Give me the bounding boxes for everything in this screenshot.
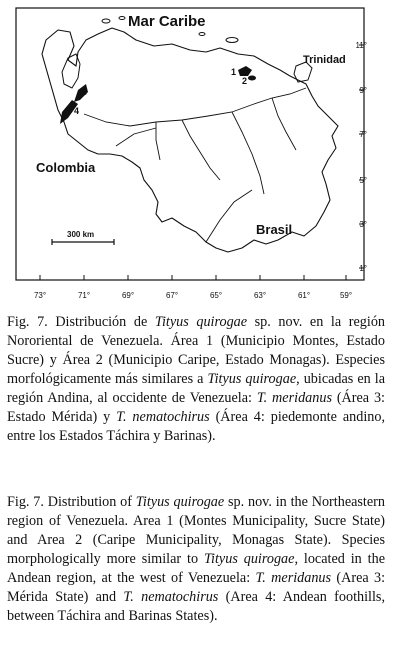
caption-en-species: Tityus quirogae [135,494,225,510]
caption-es-text-1: Fig. 7. Distribución de [7,314,155,330]
venezuela-border [42,28,338,252]
lat-tick-3: 3° [359,220,367,229]
area-1-marker [238,66,252,76]
brasil-label: Brasil [256,222,293,237]
trinidad-label: Trinidad [303,54,346,66]
caption-en-species-2: Tityus quirogae [203,551,295,567]
caption-en-text-5: (Area 4: Andean foothills, between Táchira and Barinas States). [7,589,386,624]
area-2-marker [248,76,256,81]
area-4-label: 4 [74,106,80,116]
lon-tick-67: 67° [165,291,179,300]
scale-bar [52,239,114,245]
caption-es-text-2: sp. nov. en la región Nororiental de Venezuela. Área 1 (Municipio Montes, Estado Sucre) y Área 2 (Municipio Caripe, Estado Monagas). Especies morfológicamente más similares a [7,314,386,387]
scale-bar-label: 300 km [67,230,95,239]
map-frame [16,8,364,280]
caption-en-text-2: sp. nov. in the Northeastern region of Venezuela. Area 1 (Montes Municipality, Sucre State) and Area 2 (Caripe Municipality, Monagas State). Species morphologically more similar to [7,494,385,567]
caption-en-species-nematochirus: T. nematochirus [123,589,219,605]
lon-tick-73: 73° [33,291,47,300]
caption-en-species-meridanus: T. meridanus [255,570,332,586]
caption-es-text-4: (Área 3: Estado Mérida) y [7,390,385,425]
map-canvas [6,4,368,304]
caption-spanish [7,313,385,446]
caption-en-text-1: Fig. 7. Distribution of [7,494,136,510]
caption-es-species-2: Tityus quirogae [207,371,297,387]
lat-tick-9: 9° [359,86,367,95]
lon-tick-71: 71° [77,291,91,300]
lon-tick-63: 63° [253,291,267,300]
lon-tick-61: 61° [297,291,311,300]
area-2-label: 2 [242,76,248,86]
lat-tick-7: 7° [359,130,367,139]
caption-es-text-5: (Área 4: piedemonte andino, entre los Estados Táchira y Barinas). [7,409,385,444]
latitude-ticks [359,45,364,268]
caption-en-text-3: , located in the Andean region, at the west of Venezuela: [7,551,385,586]
distribution-map [6,4,368,304]
longitude-ticks [40,275,346,280]
colombia-label: Colombia [36,160,96,175]
caption-es-text-3: , ubicadas en la región Andina, al occidente de Venezuela: [7,371,386,406]
lat-tick-11: 11° [355,41,367,50]
area-3-label: 3 [82,87,88,97]
sea-label: Mar Caribe [128,13,206,30]
area-1-label: 1 [231,67,237,77]
caption-es-species: Tityus quirogae [154,314,248,330]
lon-tick-69: 69° [121,291,135,300]
lon-tick-65: 65° [209,291,223,300]
lat-tick-5: 5° [359,176,367,185]
lat-tick-1: 1° [359,264,367,273]
caption-es-species-nematochirus: T. nematochirus [116,409,210,425]
caption-es-species-meridanus: T. meridanus [256,390,332,406]
lon-tick-59: 59° [339,291,353,300]
caption-english [7,493,385,626]
caption-en-text-4: (Area 3: Mérida State) and [7,570,386,605]
rivers [84,88,306,242]
